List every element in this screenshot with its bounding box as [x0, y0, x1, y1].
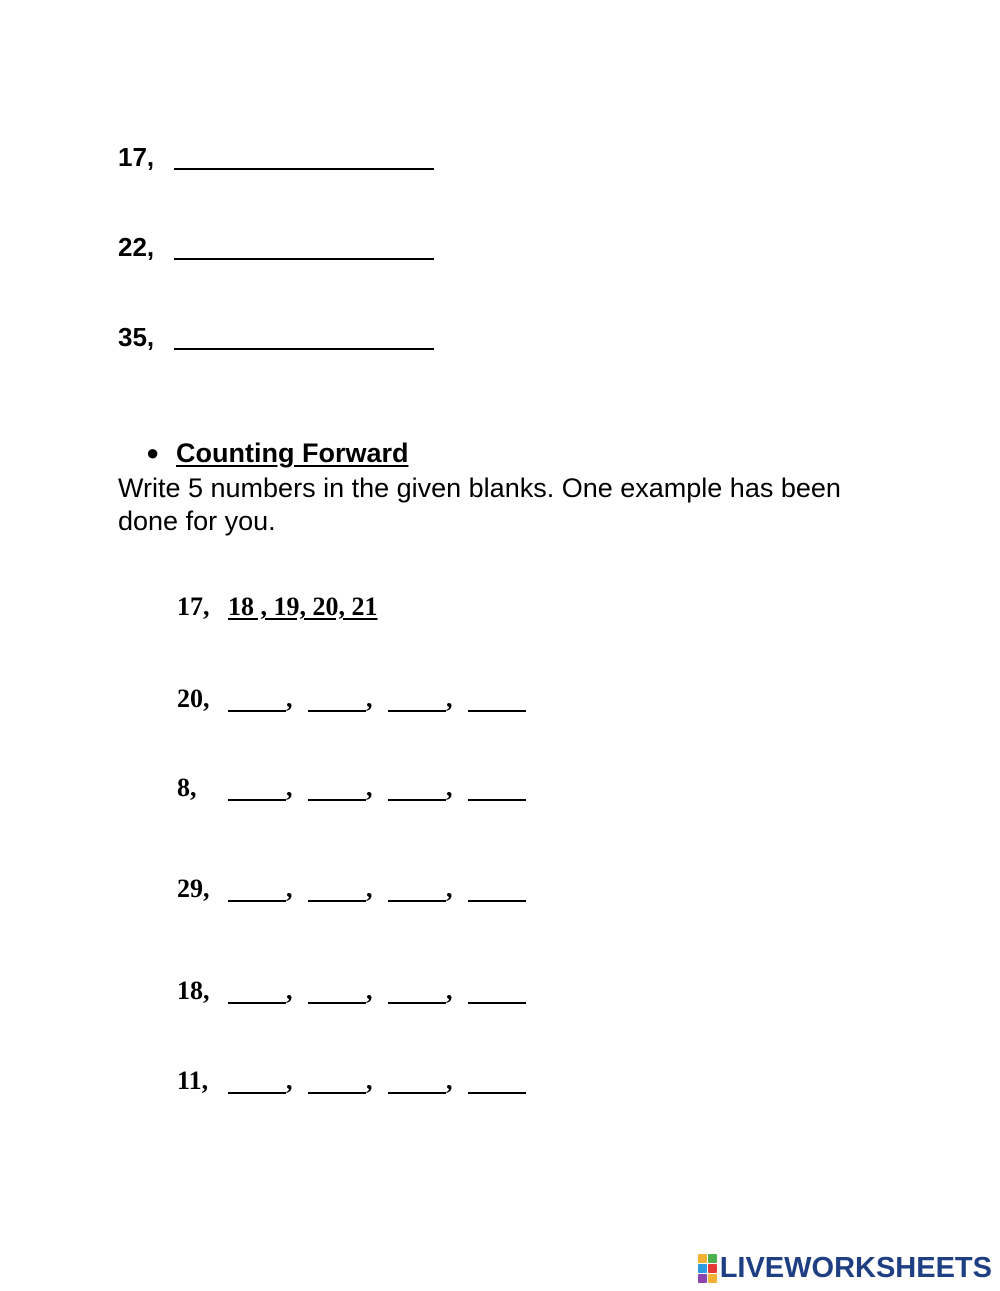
- exercise-row: [177, 874, 526, 904]
- exercise-start-number: 20,: [177, 684, 210, 713]
- section-heading: [146, 436, 408, 470]
- example-row: [177, 592, 378, 622]
- answer-blank[interactable]: [308, 1002, 366, 1004]
- answer-blank[interactable]: [174, 168, 434, 170]
- logo-block: [708, 1274, 717, 1283]
- answer-blank[interactable]: [468, 900, 526, 902]
- liveworksheets-logo: [698, 1252, 992, 1284]
- example-start-number: 17,: [177, 592, 210, 621]
- exercise-row: [177, 684, 526, 714]
- answer-blank[interactable]: [388, 900, 446, 902]
- blank-separator: ,: [366, 684, 373, 713]
- top-item-3: [118, 322, 434, 352]
- exercise-start-number: 8,: [177, 773, 197, 802]
- answer-blank[interactable]: [174, 348, 434, 350]
- answer-blank[interactable]: [468, 1092, 526, 1094]
- answer-blank[interactable]: [228, 710, 286, 712]
- answer-blank[interactable]: [388, 1092, 446, 1094]
- blank-separator: ,: [446, 874, 453, 903]
- logo-block: [708, 1254, 717, 1263]
- answer-blank[interactable]: [228, 900, 286, 902]
- answer-blank[interactable]: [174, 258, 434, 260]
- logo-block: [698, 1254, 707, 1263]
- top-item-1: [118, 142, 434, 172]
- blank-separator: ,: [286, 1066, 293, 1095]
- answer-blank[interactable]: [388, 1002, 446, 1004]
- logo-block: [698, 1274, 707, 1283]
- answer-blank[interactable]: [308, 1092, 366, 1094]
- blank-separator: ,: [446, 684, 453, 713]
- exercise-start-number: 18,: [177, 976, 210, 1005]
- answer-blank[interactable]: [228, 799, 286, 801]
- blank-separator: ,: [286, 773, 293, 802]
- blank-separator: ,: [286, 684, 293, 713]
- example-answer: 18 , 19, 20, 21: [228, 592, 378, 621]
- exercise-row: [177, 976, 526, 1006]
- blank-separator: ,: [446, 773, 453, 802]
- blank-separator: ,: [286, 976, 293, 1005]
- section-title: Counting Forward: [176, 438, 409, 468]
- answer-blank[interactable]: [468, 710, 526, 712]
- answer-blank[interactable]: [308, 710, 366, 712]
- bullet-icon: ●: [146, 440, 160, 465]
- answer-blank[interactable]: [308, 900, 366, 902]
- top-item-number: 17,: [118, 142, 155, 172]
- blank-separator: ,: [446, 1066, 453, 1095]
- answer-blank[interactable]: [388, 710, 446, 712]
- top-item-2: [118, 232, 434, 262]
- answer-blank[interactable]: [468, 799, 526, 801]
- logo-blocks-icon: [698, 1254, 717, 1283]
- blank-separator: ,: [366, 773, 373, 802]
- answer-blank[interactable]: [388, 799, 446, 801]
- exercise-start-number: 11,: [177, 1066, 209, 1095]
- blank-separator: ,: [366, 874, 373, 903]
- logo-block: [698, 1264, 707, 1273]
- answer-blank[interactable]: [308, 799, 366, 801]
- blank-separator: ,: [366, 1066, 373, 1095]
- answer-blank[interactable]: [468, 1002, 526, 1004]
- blank-separator: ,: [366, 976, 373, 1005]
- top-item-number: 35,: [118, 322, 155, 352]
- blank-separator: ,: [446, 976, 453, 1005]
- logo-text: LIVEWORKSHEETS: [719, 1251, 992, 1284]
- top-item-number: 22,: [118, 232, 155, 262]
- exercise-row: [177, 773, 526, 803]
- exercise-row: [177, 1066, 526, 1096]
- answer-blank[interactable]: [228, 1092, 286, 1094]
- logo-block: [708, 1264, 717, 1273]
- exercise-start-number: 29,: [177, 874, 210, 903]
- answer-blank[interactable]: [228, 1002, 286, 1004]
- blank-separator: ,: [286, 874, 293, 903]
- instruction-text: Write 5 numbers in the given blanks. One example has been done for you.: [118, 473, 841, 536]
